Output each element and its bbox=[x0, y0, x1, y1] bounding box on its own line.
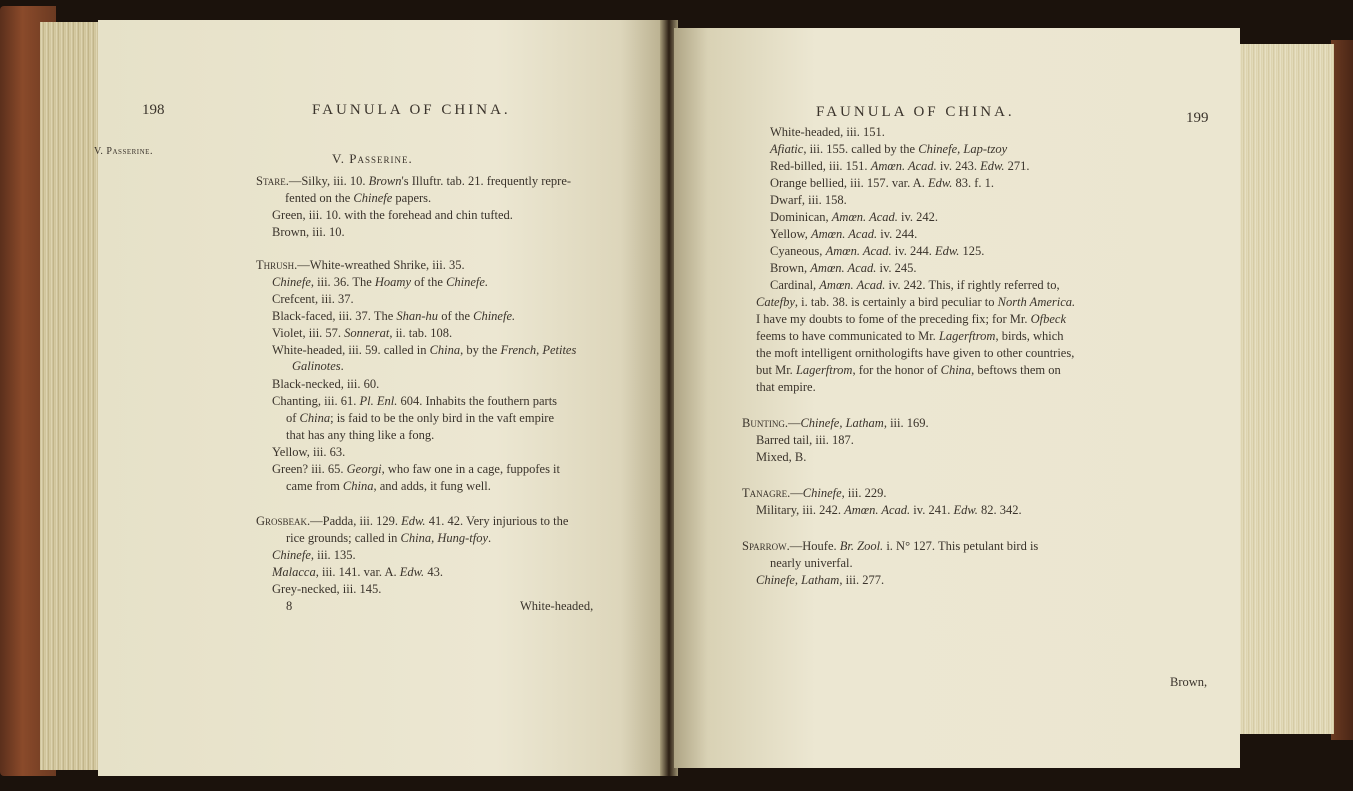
text-line: Orange bellied, iii. 157. var. A. Edw. 83. f. 1. bbox=[770, 176, 995, 190]
text-line: Brown, Amœn. Acad. iv. 245. bbox=[770, 261, 917, 275]
text-line: Green, iii. 10. with the forehead and chin tufted. bbox=[272, 208, 513, 222]
left-page bbox=[94, 20, 666, 776]
text-line: rice grounds; called in China, Hung-tfoy. bbox=[286, 531, 492, 545]
text-line: Black-faced, iii. 37. The Shan-hu of the Chinefe. bbox=[272, 309, 516, 323]
text-line: the moft intelligent ornithologifts have given to other countries, bbox=[756, 346, 1075, 360]
text-line: White-headed, iii. 59. called in China, by the French, Petites bbox=[272, 343, 577, 357]
page-edges-right bbox=[1232, 44, 1334, 734]
text-line: Chinefe, iii. 135. bbox=[272, 548, 356, 562]
text-line: Cyaneous, Amœn. Acad. iv. 244. Edw. 125. bbox=[770, 244, 985, 258]
text-line: Black-necked, iii. 60. bbox=[272, 377, 380, 391]
catchword: Brown, bbox=[1170, 675, 1208, 689]
text-line: Brown, iii. 10. bbox=[272, 225, 345, 239]
text-line: nearly univerfal. bbox=[770, 556, 853, 570]
text-line: Cardinal, Amœn. Acad. iv. 242. This, if rightly referred to, bbox=[770, 278, 1060, 292]
text-line: White-headed, iii. 151. bbox=[770, 125, 885, 139]
text-line: Military, iii. 242. Amœn. Acad. iv. 241. Edw. 82. 342. bbox=[756, 503, 1022, 517]
text-line: Grey-necked, iii. 145. bbox=[272, 582, 382, 596]
text-line: Stare.—Silky, iii. 10. Brown's Illuftr. tab. 21. frequently repre- bbox=[256, 174, 572, 188]
text-line: Galinotes. bbox=[292, 359, 344, 373]
text-line: Thrush.—White-wreathed Shrike, iii. 35. bbox=[256, 258, 465, 272]
text-line: Catefby, i. tab. 38. is certainly a bird peculiar to North America. bbox=[756, 295, 1076, 309]
text-line: Barred tail, iii. 187. bbox=[756, 433, 854, 447]
text-line: Yellow, iii. 63. bbox=[272, 445, 346, 459]
text-line: Chinefe, iii. 36. The Hoamy of the Chinefe. bbox=[272, 275, 489, 289]
text-line: fented on the Chinefe papers. bbox=[285, 191, 432, 205]
text-line: that empire. bbox=[756, 380, 816, 394]
text-line: Red-billed, iii. 151. Amœn. Acad. iv. 243. Edw. 271. bbox=[770, 159, 1030, 173]
text-line: Yellow, Amœn. Acad. iv. 244. bbox=[770, 227, 918, 241]
text-line: came from China, and adds, it fung well. bbox=[286, 479, 491, 493]
left-page-number: 198 bbox=[142, 102, 165, 118]
text-line: Chanting, iii. 61. Pl. Enl. 604. Inhabits the fouthern parts bbox=[272, 394, 558, 408]
right-page bbox=[674, 28, 1240, 768]
text-line: of China; is faid to be the only bird in the vaft empire bbox=[286, 411, 555, 425]
text-line: Green? iii. 65. Georgi, who faw one in a cage, fuppofes it bbox=[272, 462, 561, 476]
text-line: Dwarf, iii. 158. bbox=[770, 193, 847, 207]
text-line: I have my doubts to fome of the preceding fix; for Mr. Ofbeck bbox=[756, 312, 1066, 326]
text-line: Afiatic, iii. 155. called by the Chinefe, Lap-tzoy bbox=[770, 142, 1008, 156]
signature-mark: 8 bbox=[286, 599, 293, 613]
text-line: but Mr. Lagerftrom, for the honor of China, beftows them on bbox=[756, 363, 1061, 377]
text-line: Crefcent, iii. 37. bbox=[272, 292, 354, 306]
page-edges-left bbox=[40, 22, 100, 770]
text-line: Bunting.—Chinefe, Latham, iii. 169. bbox=[742, 416, 929, 430]
section-heading: V. Passerine. bbox=[332, 151, 413, 166]
book-cover-right bbox=[1331, 40, 1353, 740]
text-line: feems to have communicated to Mr. Lagerftrom, birds, which bbox=[756, 329, 1064, 343]
text-line: Grosbeak.—Padda, iii. 129. Edw. 41. 42. Very injurious to the bbox=[256, 514, 569, 528]
text-line: Malacca, iii. 141. var. A. Edw. 43. bbox=[272, 565, 443, 579]
left-running-head: FAUNULA OF CHINA. bbox=[312, 102, 511, 118]
text-line: Mixed, B. bbox=[756, 450, 807, 464]
text-line: Dominican, Amœn. Acad. iv. 242. bbox=[770, 210, 939, 224]
text-line: Tanagre.—Chinefe, iii. 229. bbox=[742, 486, 887, 500]
right-page-number: 199 bbox=[1186, 110, 1209, 126]
right-running-head: FAUNULA OF CHINA. bbox=[816, 104, 1015, 120]
left-side-note: V. Passerine. bbox=[94, 146, 153, 157]
text-line: Chinefe, Latham, iii. 277. bbox=[756, 573, 885, 587]
text-line: that has any thing like a fong. bbox=[286, 428, 435, 442]
text-line: Sparrow.—Houfe. Br. Zool. i. N° 127. This petulant bird is bbox=[742, 539, 1039, 553]
catchword: White-headed, bbox=[520, 599, 594, 613]
text-line: Violet, iii. 57. Sonnerat, ii. tab. 108. bbox=[272, 326, 453, 340]
